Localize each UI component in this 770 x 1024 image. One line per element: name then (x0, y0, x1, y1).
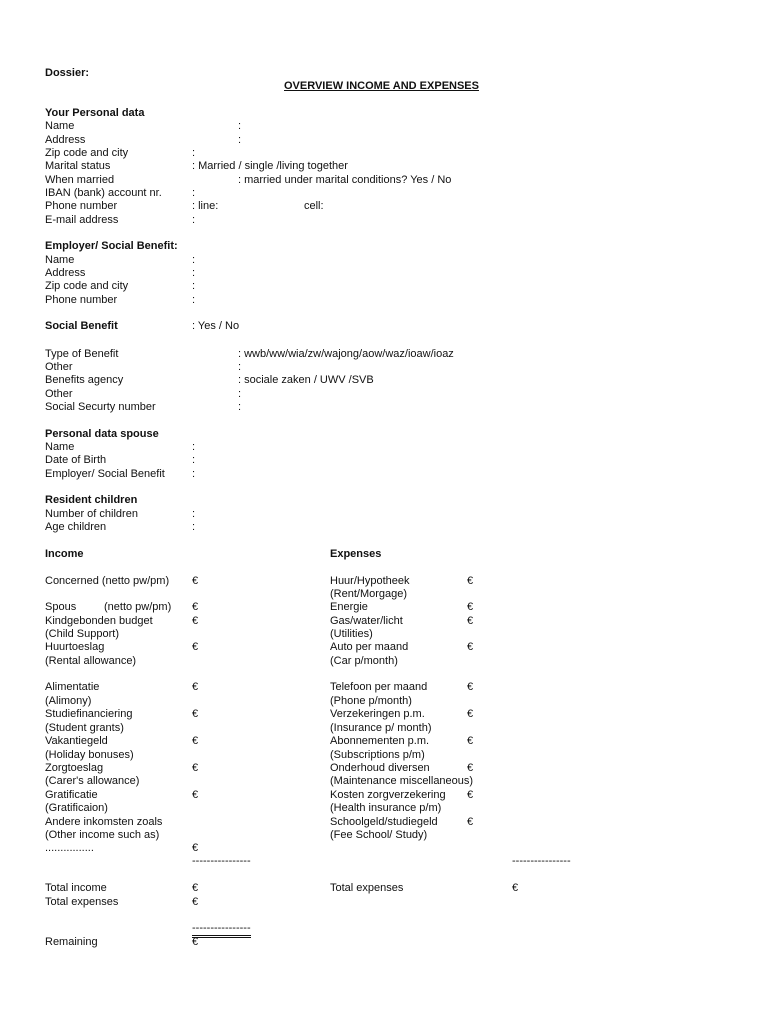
expense-item: Kosten zorgverzekering (330, 789, 446, 801)
expense-item: (Subscriptions p/m) (330, 749, 425, 761)
benefit-other1-colon: : (238, 361, 242, 373)
expense-item: (Fee School/ Study) (330, 829, 428, 841)
benefit-agency-label: Benefits agency (45, 374, 124, 386)
personal-name-label: Name (45, 120, 75, 132)
employer-address-label: Address (45, 267, 86, 279)
euro-sign: € (192, 601, 199, 613)
employer-zip-colon: : (192, 280, 196, 292)
euro-sign: € (192, 575, 199, 587)
personal-marital-label: Marital status (45, 160, 111, 172)
expense-subtotal-rule: ---------------- (512, 855, 571, 867)
income-item: Concerned (netto pw/pm) (45, 575, 170, 587)
euro-sign: € (192, 762, 199, 774)
social-benefit-heading: Social Benefit (45, 320, 118, 332)
income-item: Gratificatie (45, 789, 98, 801)
spouse-employer-colon: : (192, 468, 196, 480)
income-item: Andere inkomsten zoals (45, 816, 163, 828)
income-item: Spous (45, 601, 77, 613)
total-income-label: Total income (45, 882, 107, 894)
income-heading: Income (45, 548, 84, 560)
employer-phone-colon: : (192, 294, 196, 306)
expense-item: (Utilities) (330, 628, 373, 640)
income-item: (Child Support) (45, 628, 119, 640)
income-item: (Carer's allowance) (45, 775, 140, 787)
expense-item: Huur/Hypotheek (330, 575, 410, 587)
personal-when-married-value: : married under marital conditions? Yes / No (238, 174, 452, 186)
children-number-colon: : (192, 508, 196, 520)
employer-address-colon: : (192, 267, 196, 279)
personal-iban-colon: : (192, 187, 196, 199)
euro-sign: € (192, 896, 199, 908)
income-subtotal-rule: ---------------- (192, 855, 251, 867)
income-item: (Rental allowance) (45, 655, 137, 667)
total-expenses-label: Total expenses (330, 882, 404, 894)
spouse-dob-label: Date of Birth (45, 454, 107, 466)
employer-name-label: Name (45, 254, 75, 266)
page-title: OVERVIEW INCOME AND EXPENSES (284, 80, 479, 92)
spouse-name-colon: : (192, 441, 196, 453)
benefit-ssn-label: Social Securty number (45, 401, 156, 413)
expense-item: Abonnementen p.m. (330, 735, 430, 747)
employer-phone-label: Phone number (45, 294, 118, 306)
total-expenses-income-col-label: Total expenses (45, 896, 119, 908)
employer-heading: Employer/ Social Benefit: (45, 240, 178, 252)
remaining-label: Remaining (45, 936, 98, 948)
personal-iban-label: IBAN (bank) account nr. (45, 187, 162, 199)
remaining-rule: ---------------- (192, 922, 251, 938)
euro-sign: € (467, 575, 474, 587)
children-age-colon: : (192, 521, 196, 533)
expense-item: (Rent/Morgage) (330, 588, 408, 600)
benefit-type-label: Type of Benefit (45, 348, 119, 360)
expense-item: (Insurance p/ month) (330, 722, 432, 734)
euro-sign: € (467, 816, 474, 828)
income-item: (Alimony) (45, 695, 92, 707)
income-item: Vakantiegeld (45, 735, 108, 747)
euro-sign: € (192, 708, 199, 720)
income-item: Huurtoeslag (45, 641, 105, 653)
children-number-label: Number of children (45, 508, 138, 520)
spouse-name-label: Name (45, 441, 75, 453)
personal-address-colon: : (238, 134, 242, 146)
income-item: Zorgtoeslag (45, 762, 104, 774)
income-item: (Holiday bonuses) (45, 749, 134, 761)
benefit-other2-colon: : (238, 388, 242, 400)
euro-sign: € (192, 681, 199, 693)
employer-zip-label: Zip code and city (45, 280, 129, 292)
income-item: Studiefinanciering (45, 708, 133, 720)
euro-sign: € (467, 681, 474, 693)
expense-item: Telefoon per maand (330, 681, 428, 693)
employer-name-colon: : (192, 254, 196, 266)
spouse-dob-colon: : (192, 454, 196, 466)
personal-phone-cell: cell: (304, 200, 324, 212)
income-item: Kindgebonden budget (45, 615, 153, 627)
benefit-other2-label: Other (45, 388, 73, 400)
expenses-heading: Expenses (330, 548, 382, 560)
euro-sign: € (467, 735, 474, 747)
expense-item: (Phone p/month) (330, 695, 412, 707)
personal-phone-line: : line: (192, 200, 219, 212)
spouse-heading: Personal data spouse (45, 428, 159, 440)
personal-marital-value: : Married / single /living together (192, 160, 348, 172)
children-age-label: Age children (45, 521, 107, 533)
income-item: (Student grants) (45, 722, 124, 734)
euro-sign: € (467, 708, 474, 720)
benefit-other1-label: Other (45, 361, 73, 373)
euro-sign: € (192, 789, 199, 801)
benefit-ssn-colon: : (238, 401, 242, 413)
personal-zip-label: Zip code and city (45, 147, 129, 159)
expense-item: Auto per maand (330, 641, 409, 653)
expense-item: Schoolgeld/studiegeld (330, 816, 438, 828)
expense-item: Onderhoud diversen (330, 762, 430, 774)
euro-sign: € (467, 641, 474, 653)
euro-sign: € (192, 936, 199, 948)
social-benefit-value: : Yes / No (192, 320, 240, 332)
expense-item: (Car p/month) (330, 655, 398, 667)
personal-address-label: Address (45, 134, 86, 146)
personal-name-colon: : (238, 120, 242, 132)
income-item: (Gratificaion) (45, 802, 108, 814)
euro-sign: € (192, 882, 199, 894)
expense-item: Gas/water/licht (330, 615, 403, 627)
expense-item: (Maintenance miscellaneous) (330, 775, 474, 787)
euro-sign: € (467, 615, 474, 627)
income-item: ................ (45, 842, 94, 854)
euro-sign: € (512, 882, 519, 894)
personal-phone-label: Phone number (45, 200, 118, 212)
spouse-employer-label: Employer/ Social Benefit (45, 468, 165, 480)
personal-zip-colon: : (192, 147, 196, 159)
income-item: (netto pw/pm) (104, 601, 172, 613)
personal-email-label: E-mail address (45, 214, 119, 226)
dossier-label: Dossier: (45, 67, 90, 79)
benefit-agency-value: : sociale zaken / UWV /SVB (238, 374, 374, 386)
expense-item: Verzekeringen p.m. (330, 708, 425, 720)
euro-sign: € (467, 762, 474, 774)
euro-sign: € (467, 789, 474, 801)
euro-sign: € (192, 735, 199, 747)
income-item: (Other income such as) (45, 829, 160, 841)
personal-when-married-label: When married (45, 174, 115, 186)
income-item: Alimentatie (45, 681, 100, 693)
expense-item: (Health insurance p/m) (330, 802, 442, 814)
euro-sign: € (192, 615, 199, 627)
expense-item: Energie (330, 601, 368, 613)
euro-sign: € (192, 842, 199, 854)
euro-sign: € (192, 641, 199, 653)
benefit-type-value: : wwb/ww/wia/zw/wajong/aow/waz/ioaw/ioaz (238, 348, 454, 360)
personal-heading: Your Personal data (45, 107, 145, 119)
children-heading: Resident children (45, 494, 138, 506)
euro-sign: € (467, 601, 474, 613)
personal-email-colon: : (192, 214, 196, 226)
